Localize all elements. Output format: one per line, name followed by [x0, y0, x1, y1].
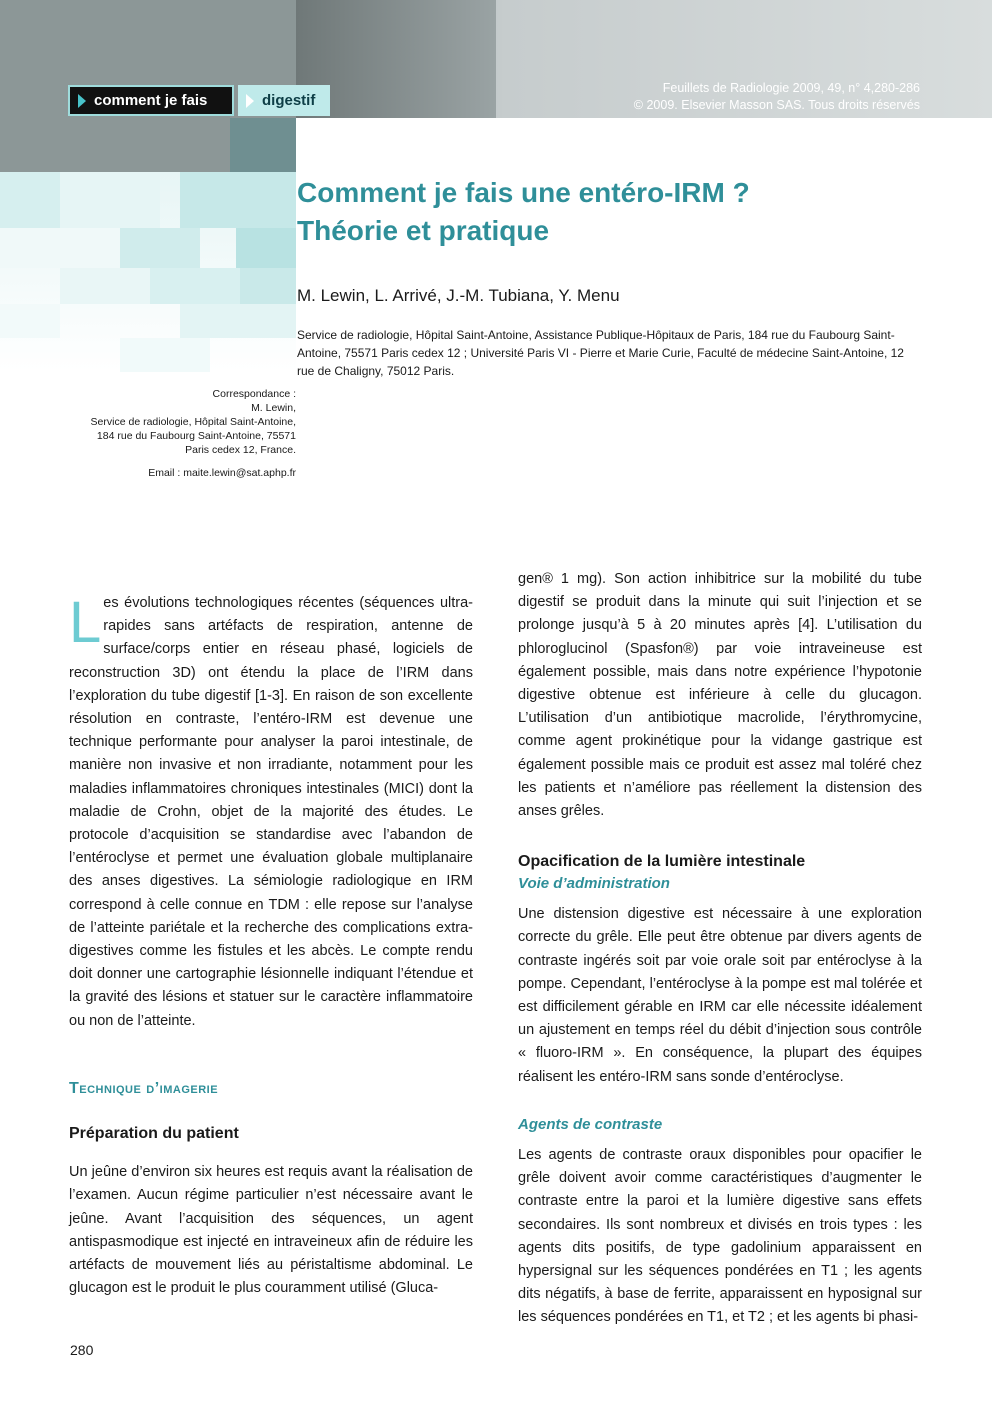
body-paragraph: Un jeûne d’environ six heures est requis avant la réalisation de l’examen. Aucun régime particulier n’est nécessaire avant le jeûne. Avant l’acquisition des séquences, un agent antispasmodique est injecté en intraveineux afin de réduire les artéfacts de mouvement liés au péristaltisme abdominal. Le glucagon est le produit le plus couramment utilisé (Gluca- — [69, 1164, 473, 1297]
body-paragraph: Les agents de contraste oraux disponibles pour opacifier le grêle doivent avoir comme caractéristiques d’augmenter le contraste entre la paroi et la lumière digestive sans effets secondaires. Ils sont nombreux et divisés en trois types : les agents dits positifs, de type gadolinium apparaissent en hypersignal sur les séquences pondérées en T1 ; les agents dits négatifs, à base de ferrite, apparaissent en hyposignal sur les séquences pondérées en T1, et T2 ; et les agents bi phasi- — [518, 1147, 922, 1326]
body-paragraph: Une distension digestive est nécessaire à une exploration correcte du grêle. Elle peut être obtenue par divers agents de contraste ingérés soit par voie orale soit par entéroclyse à la pompe. Cependant, l’entéroclyse à la pompe est mal tolérée et est difficilement gérable en IRM car elle nécessite idéalement un ajustement en temps réel du débit d’injection sous contrôle « fluoro-IRM ». En conséquence, la plupart des équipes réalisent les entéro-IRM sans sonde d’entéroclyse. — [518, 906, 922, 1085]
correspondence-block — [56, 387, 296, 480]
correspondence-name: M. Lewin, — [251, 402, 296, 414]
title-line-2: Théorie et pratique — [297, 215, 550, 246]
section-title: Technique d’imagerie — [69, 1079, 219, 1097]
correspondence-line-2: 184 rue du Faubourg Saint-Antoine, 75571 — [96, 430, 296, 442]
correspondence-line-3: Paris cedex 12, France. — [185, 444, 296, 456]
italic-subtitle: Agents de contraste — [518, 1115, 663, 1133]
authors: M. Lewin, L. Arrivé, J.-M. Tubiana, Y. Menu — [297, 286, 620, 305]
tag-comment-je-fais — [68, 85, 234, 116]
article-title — [297, 174, 750, 250]
right-column — [518, 568, 922, 1330]
tag-secondary-label: digestif — [262, 92, 316, 109]
correspondence-label: Correspondance : — [212, 388, 296, 400]
affiliation: Service de radiologie, Hôpital Saint-Antoine, Assistance Publique-Hôpitaux de Paris, 184 rue du Faubourg Saint-Antoine, 75571 Paris cedex 12 ; Université Paris VI - Pierre et Marie Curie, Faculté de médecine Saint-Antoine, 12 rue de Chaligny, 75012 Paris. — [297, 328, 904, 378]
correspondence-email: Email : maite.lewin@sat.aphp.fr — [148, 467, 296, 479]
intro-text: es évolutions technologiques récentes (séquences ultra-rapides sans artéfacts de respiration, antenne de surface/corps entier en réseau phasé, logiciels de reconstruction 3D) ont étendu la place de l’IRM dans l’exploration du tube digestif [1-3]. En raison de son excellente résolution en contraste, l’entéro-IRM est devenue une technique performante pour analyser la paroi intestinale, de manière non invasive et non irradiante, notamment pour les maladies inflammatoires chroniques intestinales (MICI) dont la maladie de Crohn, objet de la majorité des études. Le protocole d’acquisition se standardise avec l’abandon de l’entéroclyse et permet une évaluation globale multiplanaire des anses digestives. La sémiologie radiologique en IRM correspond à celle connue en TDM : elle repose sur l’analyse de l’atteinte pariétale et la recherche des complications extra-digestives comme les fistules et les abcès. Le compte rendu doit donner une cartographie lésionnelle indiquant l’étendue et la gravité des lésions et statuer sur le caractère inflammatoire ou non de l’atteinte. — [69, 595, 473, 1029]
correspondence-line-1: Service de radiologie, Hôpital Saint-Antoine, — [90, 416, 296, 428]
continuation-paragraph: gen® 1 mg). Son action inhibitrice sur la mobilité du tube digestif se produit dans la minute qui suit l’injection et se prolonge jusqu’à 5 à 20 minutes après [4]. L’utilisation du phloroglucinol (Spasfon®) par voie intraveineuse est également possible, mais dans notre expérience l’hypotonie digestive obtenue est inférieure à celle du glucagon. L’utilisation d’un antibiotique macrolide, l’érythromycine, comme agent prokinétique pour la vidange gastrique est également possible mais ce produit est assez mal toléré chez les patients et n’améliore pas réellement la distension des anses grêles. — [518, 571, 922, 820]
journal-line-2: © 2009. Elsevier Masson SAS. Tous droits réservés — [633, 98, 920, 112]
tag-digestif — [238, 85, 330, 116]
tag-primary-label: comment je fais — [94, 92, 208, 109]
dropcap: L — [69, 590, 102, 655]
journal-line-1: Feuillets de Radiologie 2009, 49, n° 4,280-286 — [662, 81, 920, 95]
triangle-icon — [246, 94, 254, 108]
title-line-1: Comment je fais une entéro-IRM ? — [297, 177, 750, 208]
subsection-title: Préparation du patient — [69, 1125, 239, 1143]
left-column — [69, 568, 473, 1300]
triangle-icon — [78, 94, 86, 108]
italic-subtitle: Voie d’administration — [518, 875, 670, 893]
subsection-title: Opacification de la lumière intestinale — [518, 853, 806, 871]
intro-paragraph — [69, 592, 473, 1033]
header-tags — [68, 85, 330, 116]
journal-citation — [634, 80, 920, 114]
page-number: 280 — [70, 1342, 94, 1358]
